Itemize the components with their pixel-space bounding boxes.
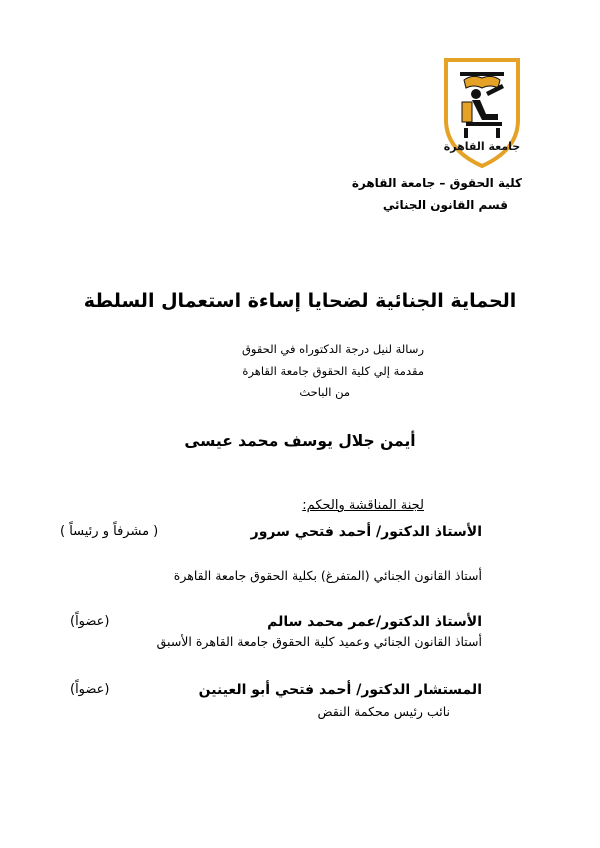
member-2-description: أستاذ القانون الجنائي وعميد كلية الحقوق جامعة القاهرة الأسبق bbox=[156, 634, 482, 649]
member-1-role: ( مشرفاً و رئيساً ) bbox=[60, 524, 159, 539]
by-researcher-label: من الباحث bbox=[299, 385, 350, 399]
member-2-role: (عضواً) bbox=[70, 614, 110, 629]
researcher-name: أيمن جلال يوسف محمد عيسى bbox=[184, 432, 416, 450]
thesis-title: الحماية الجنائية لضحايا إساءة استعمال السلطة bbox=[83, 290, 517, 312]
faculty-line: كلية الحقوق – جامعة القاهرة bbox=[351, 176, 522, 190]
purpose-line-1: رسالة لنيل درجة الدكتوراه في الحقوق bbox=[241, 342, 424, 356]
member-3-role: (عضواً) bbox=[70, 682, 110, 697]
member-3-name: المستشار الدكتور/ أحمد فتحي أبو العينين bbox=[198, 682, 482, 698]
member-3-description: نائب رئيس محكمة النقض bbox=[317, 704, 450, 719]
logo-text: جامعة القاهرة bbox=[443, 140, 521, 153]
cairo-university-logo bbox=[442, 58, 522, 170]
member-1-name: الأستاذ الدكتور/ أحمد فتحي سرور bbox=[250, 524, 482, 540]
member-2-name: الأستاذ الدكتور/عمر محمد سالم bbox=[267, 614, 482, 630]
university-emblem-icon bbox=[442, 58, 522, 170]
department-line: قسم القانون الجنائي bbox=[382, 198, 508, 212]
purpose-line-2: مقدمة إلي كلية الحقوق جامعة القاهرة bbox=[242, 364, 424, 378]
committee-heading: لجنة المناقشة والحكم: bbox=[302, 498, 424, 513]
member-1-description: أستاذ القانون الجنائي (المتفرغ) بكلية الحقوق جامعة القاهرة bbox=[173, 568, 482, 583]
